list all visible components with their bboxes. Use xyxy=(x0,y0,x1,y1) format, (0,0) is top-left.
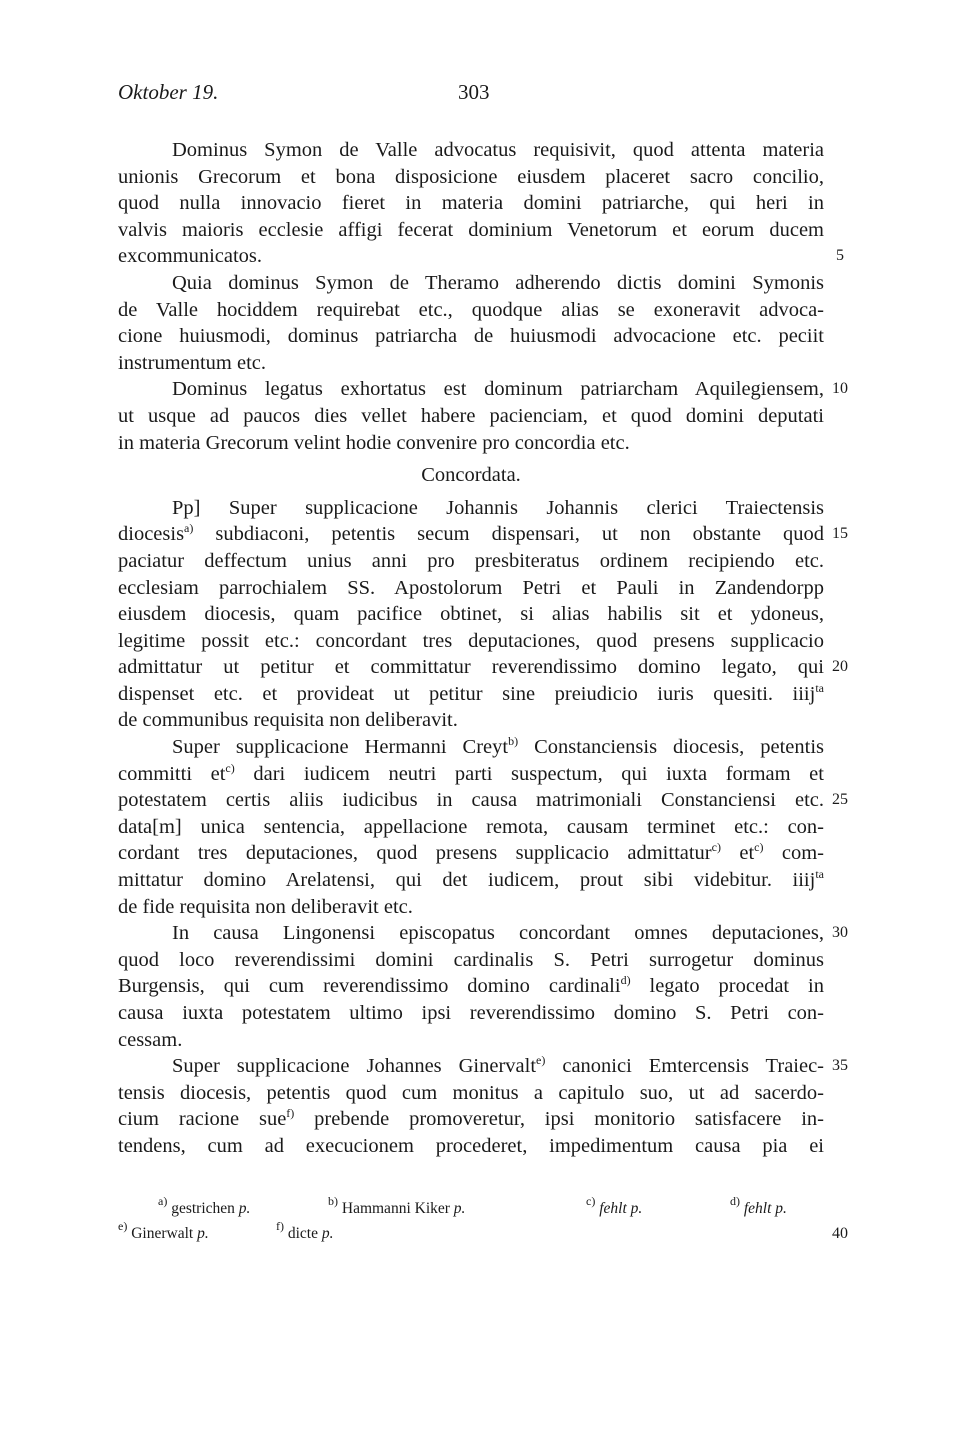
footnote-marker: e) xyxy=(536,1053,546,1068)
line-text: paciatur deffectum unius anni pro presbiteratus ordinem recipiendo etc. xyxy=(118,549,824,572)
line-text: Dominus legatus exhortatus est dominum patriarcham Aquilegiensem, xyxy=(172,378,824,401)
text-line xyxy=(118,1027,824,1054)
footnote-row xyxy=(118,1219,848,1246)
line-text: quod nulla innovacio fieret in materia domini patriarche, qui heri in xyxy=(118,192,824,215)
footnote-marker: ta xyxy=(815,867,824,882)
footnote-marker: d) xyxy=(620,973,631,988)
line-text: Super supplicacione Hermanni Creyt xyxy=(172,736,509,759)
line-text: de fide requisita non deliberavit etc. xyxy=(118,895,413,918)
text-line xyxy=(118,654,848,681)
line-text: cordant tres deputaciones, quod presens supplicacio admittatur xyxy=(118,842,712,865)
text-line xyxy=(118,628,824,655)
footnote-siglum: p. xyxy=(453,1200,466,1217)
line-text: dispenset etc. et provideat ut petitur sine preiudicio iuris quesiti. iiij xyxy=(118,682,816,705)
line-text-continued: legato procedat in xyxy=(630,975,824,998)
line-text: tendens, cum ad execucionem procederet, impedimentum causa pia ei xyxy=(118,1134,824,1157)
line-text: committi et xyxy=(118,762,226,785)
footnote xyxy=(118,1221,209,1246)
text-line xyxy=(118,270,824,297)
line-text: tensis diocesis, petentis quod cum monitus a capitulo suo, ut ad sacerdo- xyxy=(118,1081,824,1104)
line-text-continued: et xyxy=(720,842,755,865)
line-text: In causa Lingonensi episcopatus concordant omnes deputaciones, xyxy=(172,922,824,945)
line-number: 15 xyxy=(832,525,848,543)
line-number: 40 xyxy=(832,1225,848,1242)
line-text: cessam. xyxy=(118,1028,183,1051)
line-text: de Valle hociddem requirebat etc., quodque alias se exoneravit advoca- xyxy=(118,298,824,321)
text-line xyxy=(118,297,824,324)
footnote-mark: e) xyxy=(118,1219,128,1233)
line-text: admittatur ut petitur et committatur reverendissimo domino legato, qui xyxy=(118,656,824,679)
text-line xyxy=(118,761,824,788)
footnote-siglum: p. xyxy=(238,1200,251,1217)
line-text-continued: Constanciensis diocesis, petentis xyxy=(518,736,824,759)
footnote-mark: d) xyxy=(730,1194,740,1208)
line-number: 25 xyxy=(832,791,848,809)
line-text: excommunicatos. xyxy=(118,245,263,268)
footnote-marker: c) xyxy=(711,840,721,855)
line-text: in materia Grecorum velint hodie convenire pro concordia etc. xyxy=(118,431,630,454)
text-line xyxy=(118,867,824,894)
text-line xyxy=(118,973,824,1000)
footnote-mark: c) xyxy=(586,1194,596,1208)
text-line xyxy=(118,521,848,548)
text-line xyxy=(118,548,824,575)
text-line xyxy=(118,894,824,921)
text-line xyxy=(118,403,824,430)
text-line xyxy=(118,707,824,734)
line-text: de communibus requisita non deliberavit. xyxy=(118,709,458,732)
text-line xyxy=(118,350,824,377)
footnote-text: Hammanni Kiker xyxy=(338,1200,454,1217)
line-text: ut usque ad paucos dies vellet habere pacienciam, et quod domini deputati xyxy=(118,404,824,427)
text-line xyxy=(118,734,824,761)
line-text: legitime possit etc.: concordant tres deputaciones, quod presens supplicacio xyxy=(118,629,824,652)
footnote-text: gestrichen xyxy=(167,1200,239,1217)
footnote-text: dicte xyxy=(284,1225,322,1242)
line-text-continued: dari iudicem neutri parti suspectum, qui iuxta formam et xyxy=(234,762,824,785)
footnote-marker: ta xyxy=(815,680,824,695)
line-text-continued: com- xyxy=(763,842,824,865)
footnote xyxy=(158,1196,250,1221)
text-line xyxy=(118,495,824,522)
line-text: unionis Grecorum et bona disposicione eiusdem placeret sacro concilio, xyxy=(118,165,824,188)
text-line xyxy=(118,243,844,270)
text-line xyxy=(118,137,824,164)
line-text: Pp] Super supplicacione Johannis Johannis clerici Traiectensis xyxy=(172,496,824,519)
footnote-siglum: p. xyxy=(197,1225,209,1242)
footnote xyxy=(328,1196,465,1221)
line-text: cione huiusmodi, dominus patriarcha de huiusmodi advocacione etc. peciit xyxy=(118,325,824,348)
line-text: Quia dominus Symon de Theramo adherendo dictis domini Symonis xyxy=(172,271,824,294)
line-text: quod loco reverendissimi domini cardinalis S. Petri surrogetur dominus xyxy=(118,948,824,971)
text-line xyxy=(118,462,824,489)
line-text: Concordata. xyxy=(421,464,521,487)
footnote-siglum: fehlt p. xyxy=(743,1200,787,1217)
text-line xyxy=(118,323,824,350)
footnote-marker: c) xyxy=(225,760,235,775)
footnotes xyxy=(118,1194,848,1246)
text-line xyxy=(118,1080,824,1107)
footnote-siglum: fehlt p. xyxy=(599,1200,643,1217)
line-text: eiusdem diocesis, quam pacifice obtinet, si alias habilis sit et ydoneus, xyxy=(118,603,824,626)
line-number: 5 xyxy=(836,247,844,265)
line-text: Burgensis, qui cum reverendissimo domino cardinali xyxy=(118,975,621,998)
footnote-mark: a) xyxy=(158,1194,168,1208)
footnote-mark: f) xyxy=(276,1219,284,1233)
line-text: valvis maioris ecclesie affigi fecerat dominium Venetorum et eorum ducem xyxy=(118,218,824,241)
line-text: Super supplicacione Johannes Ginervalt xyxy=(172,1055,537,1078)
footnote-siglum: p. xyxy=(321,1225,334,1242)
footnote-marker: b) xyxy=(508,734,519,749)
body-text xyxy=(118,137,848,1160)
footnote xyxy=(276,1221,334,1246)
text-line xyxy=(118,575,824,602)
line-text: instrumentum etc. xyxy=(118,351,267,374)
footnote-text: Ginerwalt xyxy=(127,1225,198,1242)
line-text-continued: subdiaconi, petentis secum dispensari, ut non obstante quod xyxy=(193,523,824,546)
line-text: cium racione sue xyxy=(118,1108,287,1131)
line-text: ecclesiam parrochialem SS. Apostolorum Petri et Pauli in Zandendorpp xyxy=(118,576,824,599)
footnote-marker: c) xyxy=(754,840,764,855)
line-text: Dominus Symon de Valle advocatus requisivit, quod attenta materia xyxy=(172,139,824,161)
footnote-marker: a) xyxy=(184,521,194,536)
footnote-marker: f) xyxy=(286,1106,295,1121)
line-number: 10 xyxy=(832,380,848,398)
text-line xyxy=(118,190,824,217)
line-number: 20 xyxy=(832,658,848,676)
footnote xyxy=(586,1196,642,1221)
line-number: 35 xyxy=(832,1057,848,1075)
text-line xyxy=(118,164,824,191)
text-line xyxy=(118,947,824,974)
line-text-continued: prebende promoveretur, ipsi monitorio satisfacere in- xyxy=(294,1108,824,1131)
text-line xyxy=(118,814,824,841)
text-line xyxy=(118,1106,824,1133)
line-text: diocesis xyxy=(118,523,185,546)
line-text-continued: canonici Emtercensis Traiec- xyxy=(545,1055,825,1078)
footnote-row xyxy=(118,1196,824,1221)
text-line xyxy=(118,376,848,403)
running-head xyxy=(118,80,824,112)
footnote-mark: b) xyxy=(328,1194,338,1208)
text-line xyxy=(118,1053,848,1080)
text-line xyxy=(118,601,824,628)
page-number: 303 xyxy=(458,80,490,104)
text-line xyxy=(118,1000,824,1027)
line-text: mittatur domino Arelatensi, qui det iudicem, prout sibi videbitur. iiij xyxy=(118,869,816,892)
running-head-date: Oktober 19. xyxy=(118,80,219,104)
text-line xyxy=(118,681,824,708)
text-line xyxy=(118,1133,824,1160)
footnote xyxy=(730,1196,787,1221)
line-text: potestatem certis aliis iudicibus in causa matrimoniali Constanciensi etc. xyxy=(118,789,824,812)
line-text: data[m] unica sentencia, appellacione remota, causam terminet etc.: con- xyxy=(118,815,824,838)
text-line xyxy=(118,920,848,947)
text-line xyxy=(118,840,824,867)
line-text: causa iuxta potestatem ultimo ipsi reverendissimo domino S. Petri con- xyxy=(118,1002,824,1024)
text-line xyxy=(118,787,848,814)
text-line xyxy=(118,217,824,244)
line-number: 30 xyxy=(832,924,848,942)
text-line xyxy=(118,430,824,457)
